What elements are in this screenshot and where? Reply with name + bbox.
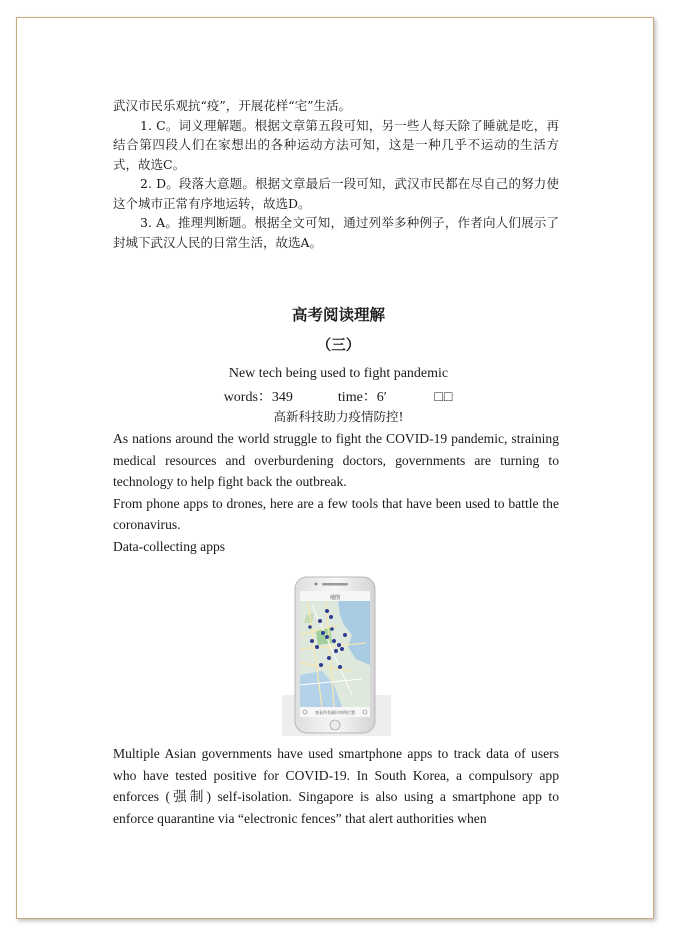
map-header-label: 地图 bbox=[329, 595, 341, 601]
reading-time: time：6′ bbox=[337, 390, 387, 405]
word-count: words：349 bbox=[223, 390, 293, 405]
answer-intro: 武汉市民乐观抗“疫”，开展花样“宅”生活。 bbox=[113, 98, 352, 113]
checkbox-icons: □□ bbox=[434, 390, 454, 405]
answer-section bbox=[113, 96, 559, 252]
answer-item-2: 2. D。段落大意题。根据文章最后一段可知，武汉市民都在尽自己的努力使这个城市正常有序地运转，故选D。 bbox=[113, 176, 559, 211]
section-number: （三） bbox=[316, 337, 361, 354]
article-body-bottom bbox=[113, 743, 559, 829]
article-body-top bbox=[113, 428, 559, 558]
paragraph-3: Multiple Asian governments have used smartphone apps to track data of users who have tested positive for COVID-19. In South Korea, a compulsory app enforces (强制) self-isolation. Singapore is also using a smartphone app to enforce quarantine via “electronic fences” that alert authorities when bbox=[113, 746, 559, 826]
phone-app-image bbox=[282, 575, 391, 736]
answer-item-1: 1. C。词义理解题。根据文章第五段可知，另一些人每天除了睡就是吃，再结合第四段人们在家想出的各种运动方法可知，这是一种几乎不运动的生活方式，故选C。 bbox=[113, 117, 559, 172]
article-meta bbox=[0, 386, 677, 406]
map-bottom-label: 查看所有确诊病例位置 bbox=[315, 710, 355, 715]
paragraph-2: From phone apps to drones, here are a few tools that have been used to battle the coronavirus. bbox=[113, 495, 559, 533]
section-title: 高考阅读理解 bbox=[291, 305, 385, 324]
paragraph-1: As nations around the world struggle to fight the COVID-19 pandemic, straining medical resources and overburdening doctors, governments are turning to technology to help fight back the outbreak. bbox=[113, 431, 559, 490]
article-title: New tech being used to fight pandemic bbox=[228, 366, 449, 381]
subheading-apps: Data-collecting apps bbox=[113, 538, 226, 554]
home-button-icon bbox=[330, 720, 340, 730]
smartphone-map-illustration bbox=[282, 575, 391, 736]
article-cn-title: 高新科技助力疫情防控! bbox=[273, 409, 404, 424]
answer-item-3: 3. A。推理判断题。根据全文可知，通过列举多种例子，作者向人们展示了封城下武汉人民的日常生活，故选A。 bbox=[113, 215, 559, 250]
